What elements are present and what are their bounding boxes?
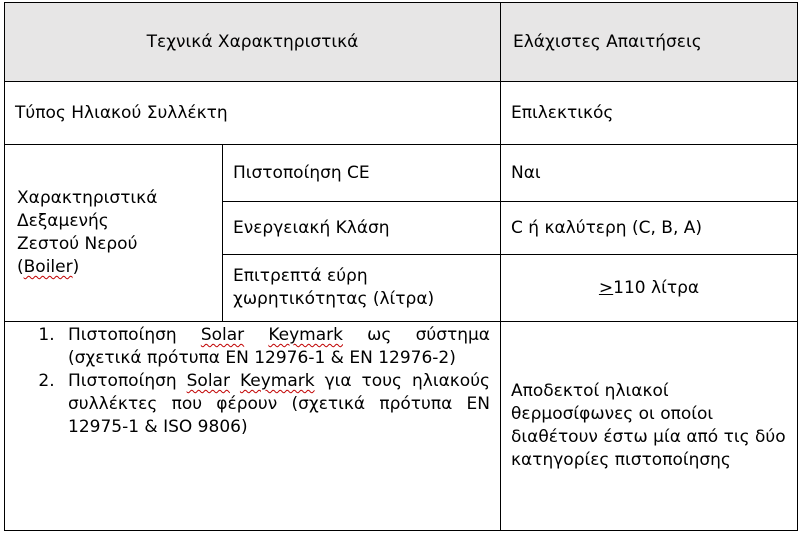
cert-item-keyword-keymark: Keymark	[239, 371, 315, 391]
certification-item	[60, 370, 490, 439]
cert-item-text: Πιστοποίηση	[68, 371, 187, 391]
cert-item-keyword-keymark: Keymark	[268, 325, 343, 345]
certification-list	[15, 324, 490, 439]
specifications-table	[4, 2, 798, 531]
header-row	[5, 3, 798, 82]
ce-certification-value: Ναι	[501, 145, 798, 202]
cert-item-space	[244, 325, 268, 345]
capacity-value-amount: 110 λίτρα	[613, 277, 700, 298]
cert-item-text: για τους ηλιακούς συλλέκτες που φέρουν (σχετικά πρότυπα EN 12975-1 & ISO 9806)	[68, 371, 491, 437]
tank-label-line1: Χαρακτηριστικά	[17, 188, 158, 208]
collector-type-row	[5, 82, 798, 145]
cert-item-text: Πιστοποίηση	[68, 325, 201, 345]
tank-label-close-paren: )	[72, 257, 80, 277]
cert-item-text: ως σύστημα (σχετικά πρότυπα EN 12976-1 & EN 12976-2)	[68, 325, 490, 368]
capacity-label	[223, 255, 501, 322]
tank-label-line3: Ζεστού Νερού	[17, 234, 138, 254]
certification-requirement: Αποδεκτοί ηλιακοί θερμοσίφωνες οι οποίοι διαθέτουν έστω μία από τις δύο κατηγορίες πιστοποίησης	[501, 322, 798, 531]
header-characteristics: Τεχνικά Χαρακτηριστικά	[5, 3, 501, 82]
tank-label-line4	[17, 256, 212, 279]
tank-label-boiler: Boiler	[23, 257, 73, 277]
capacity-label-line2: χωρητικότητας (λίτρα)	[233, 289, 435, 309]
capacity-value-sign: >	[598, 277, 614, 298]
capacity-label-line1: Επιτρεπτά εύρη	[233, 266, 368, 286]
cert-item-keyword-solar: Solar	[200, 325, 245, 345]
ce-certification-label: Πιστοποίηση CE	[223, 145, 501, 202]
certification-row	[5, 322, 798, 531]
cert-item-keyword-solar: Solar	[186, 371, 230, 391]
certification-item	[60, 324, 490, 370]
collector-type-label: Τύπος Ηλιακού Συλλέκτη	[5, 82, 501, 145]
collector-type-value: Επιλεκτικός	[501, 82, 798, 145]
tank-label	[5, 145, 223, 322]
certification-list-cell	[5, 322, 501, 531]
capacity-value	[501, 255, 798, 322]
tank-ce-row	[5, 145, 798, 202]
tank-label-open-paren: (	[17, 257, 24, 277]
energy-class-value: C ή καλύτερη (C, B, A)	[501, 202, 798, 255]
cert-item-space	[230, 371, 240, 391]
tank-label-line2: Δεξαμενής	[17, 211, 109, 231]
energy-class-label: Ενεργειακή Κλάση	[223, 202, 501, 255]
header-requirements: Ελάχιστες Απαιτήσεις	[501, 3, 798, 82]
